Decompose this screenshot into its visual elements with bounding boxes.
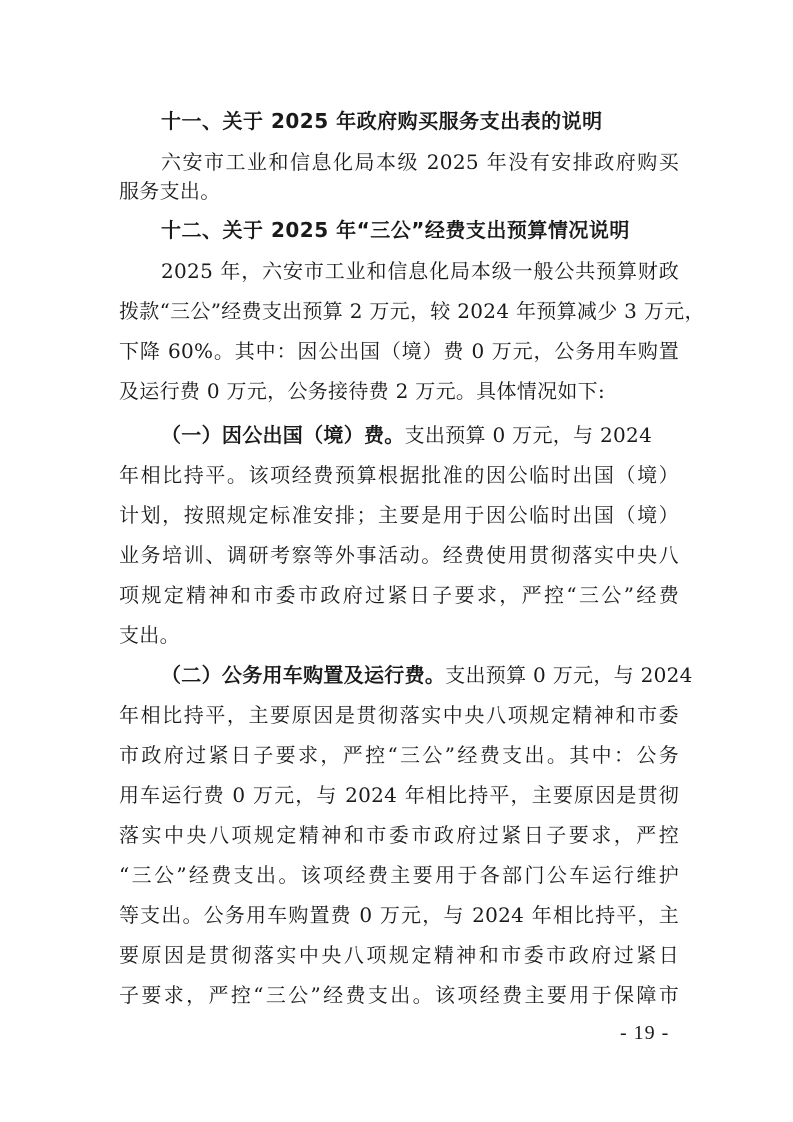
paragraph-line: 业务培训、调研考察等外事活动。经费使用贯彻落实中央八 <box>119 543 679 567</box>
section-11-heading: 十一、关于 2025 年政府购买服务支出表的说明 <box>161 109 603 133</box>
paragraph-line: 下降 60%。其中：因公出国（境）费 0 万元，公务用车购置 <box>119 339 679 363</box>
paragraph-line: 年相比持平，主要原因是贯彻落实中央八项规定精神和市委 <box>119 703 679 727</box>
paragraph-line: 要原因是贯彻落实中央八项规定精神和市委市政府过紧日 <box>119 943 679 967</box>
paragraph-line: 六安市工业和信息化局本级 2025 年没有安排政府购买 <box>161 150 679 174</box>
paragraph-line: 2025 年，六安市工业和信息化局本级一般公共预算财政 <box>161 259 679 283</box>
item-2-first-text: 支出预算 0 万元，与 2024 <box>445 663 693 687</box>
paragraph-line: 落实中央八项规定精神和市委市政府过紧日子要求，严控 <box>119 823 679 847</box>
paragraph-line: 子要求，严控“三公”经费支出。该项经费主要用于保障市 <box>119 983 679 1007</box>
paragraph-line: 拨款“三公”经费支出预算 2 万元，较 2024 年预算减少 3 万元， <box>119 299 705 323</box>
paragraph-line: 支出。 <box>119 623 180 647</box>
item-2-first-line <box>161 662 693 688</box>
item-1-first-line <box>161 422 679 448</box>
paragraph-line: 市政府过紧日子要求，严控“三公”经费支出。其中：公务 <box>119 743 679 767</box>
paragraph-line: 及运行费 0 万元，公务接待费 2 万元。具体情况如下: <box>119 379 606 403</box>
page-number: - 19 - <box>620 1022 670 1044</box>
paragraph-line: 服务支出。 <box>119 179 221 203</box>
paragraph-line: “三公”经费支出。该项经费主要用于各部门公车运行维护 <box>119 863 679 887</box>
item-1-first-text: 支出预算 0 万元，与 2024 <box>404 423 653 447</box>
paragraph-line: 等支出。公务用车购置费 0 万元，与 2024 年相比持平，主 <box>119 903 679 927</box>
paragraph-line: 项规定精神和市委市政府过紧日子要求，严控“三公”经费 <box>119 583 679 607</box>
item-1-title: （一）因公出国（境）费。 <box>161 423 405 447</box>
paragraph-line: 计划，按照规定标准安排；主要是用于因公临时出国（境） <box>119 503 679 527</box>
item-2-title: （二）公务用车购置及运行费。 <box>161 663 446 687</box>
section-12-heading: 十二、关于 2025 年“三公”经费支出预算情况说明 <box>161 218 630 242</box>
paragraph-line: 用车运行费 0 万元，与 2024 年相比持平，主要原因是贯彻 <box>119 783 679 807</box>
paragraph-line: 年相比持平。该项经费预算根据批准的因公临时出国（境） <box>119 463 679 487</box>
